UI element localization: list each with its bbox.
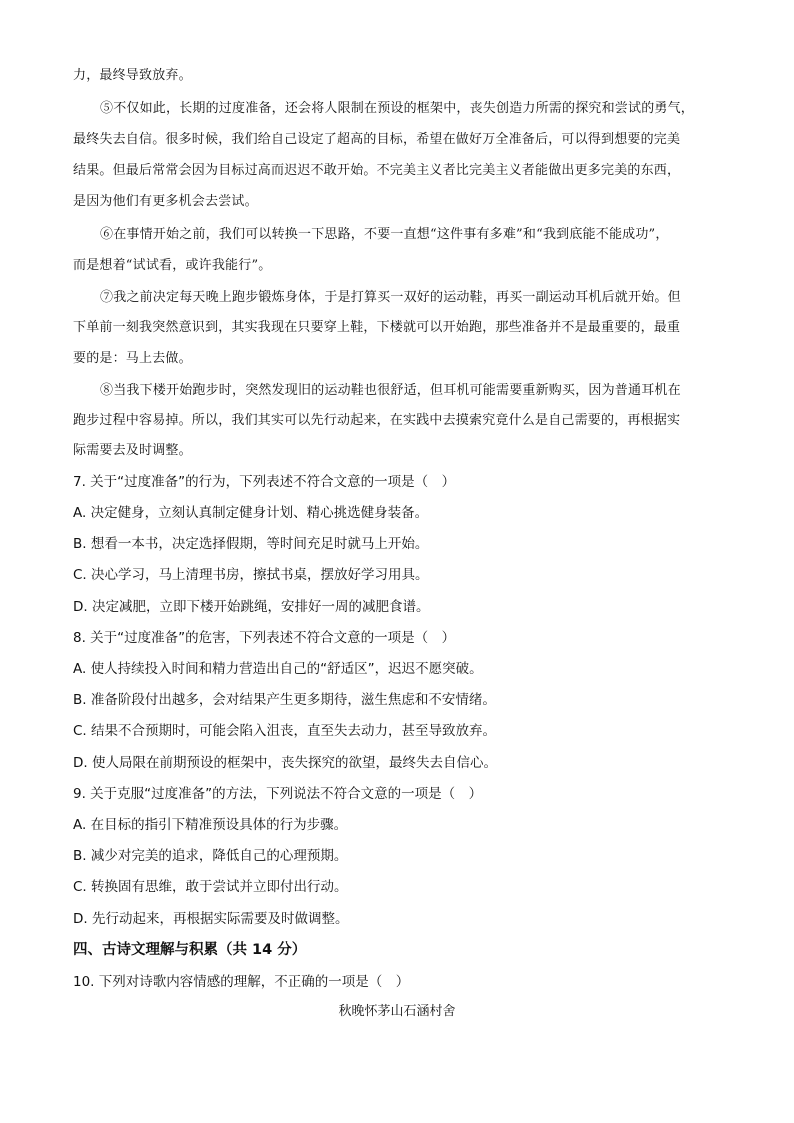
question-8-option-a[interactable]: A. 使人持续投入时间和精力营造出自己的“舒适区”，迟迟不愿突破。 [73,661,483,677]
question-8-option-c[interactable]: C. 结果不合预期时，可能会陷入沮丧，直至失去动力，甚至导致放弃。 [73,723,497,739]
poem-title: 秋晚怀茅山石涵村舍 [338,1004,456,1019]
passage-line-1: 力，最终导致放弃。 [73,68,192,83]
passage-paragraph-6-line-1: ⑥在事情开始之前，我们可以转换一下思路，不要一直想“这件事有多难”和“我到底能不能成功”， [100,227,669,242]
question-9-option-a[interactable]: A. 在目标的指引下精准预设具体的行为步骤。 [73,817,348,833]
question-7-option-b[interactable]: B. 想看一本书，决定选择假期，等时间充足时就马上开始。 [73,536,429,552]
question-8-option-b[interactable]: B. 准备阶段付出越多，会对结果产生更多期待，滋生焦虑和不安情绪。 [73,692,496,708]
question-9-stem: 9. 关于克服“过度准备”的方法，下列说法不符合文意的一项是（ ） [73,786,483,802]
passage-paragraph-8-line-1: ⑧当我下楼开始跑步时，突然发现旧的运动鞋也很舒适，但耳机可能需要重新购买，因为普通耳机在 [100,383,681,398]
question-7-option-a[interactable]: A. 决定健身，立刻认真制定健身计划、精心挑选健身装备。 [73,505,429,521]
question-7-option-d[interactable]: D. 决定减肥，立即下楼开始跳绳，安排好一周的减肥食谱。 [73,599,430,615]
passage-paragraph-7-line-1: ⑦我之前决定每天晚上跑步锻炼身体，于是打算买一双好的运动鞋，再买一副运动耳机后就开始。但 [100,290,681,305]
question-7-option-c[interactable]: C. 决心学习，马上清理书房，擦拭书桌，摆放好学习用具。 [73,567,429,583]
passage-paragraph-7-line-3: 要的是：马上去做。 [73,351,192,366]
passage-paragraph-7-line-2: 下单前一刻我突然意识到，其实我现在只要穿上鞋，下楼就可以开始跑，那些准备并不是最重要的，最重 [73,320,681,335]
passage-paragraph-6-line-2: 而是想着“试试看，或许我能行”。 [73,258,272,273]
question-10-stem: 10. 下列对诗歌内容情感的理解，不正确的一项是（ ） [73,974,410,990]
question-9-option-d[interactable]: D. 先行动起来，再根据实际需要及时做调整。 [73,911,349,927]
section-title: 四、古诗文理解与积累（共 14 分） [73,942,307,958]
question-8-stem: 8. 关于“过度准备”的危害，下列表述不符合文意的一项是（ ） [73,630,456,646]
passage-paragraph-5-line-4: 是因为他们有更多机会去尝试。 [73,194,258,209]
passage-paragraph-8-line-3: 际需要去及时调整。 [73,443,192,458]
question-9-option-c[interactable]: C. 转换固有思维，敢于尝试并立即付出行动。 [73,879,348,895]
question-9-option-b[interactable]: B. 减少对完美的追求，降低自己的心理预期。 [73,848,348,864]
question-7-stem: 7. 关于“过度准备”的行为，下列表述不符合文意的一项是（ ） [73,474,456,490]
passage-paragraph-5-line-2: 最终失去自信。很多时候，我们给自己设定了超高的目标，希望在做好万全准备后，可以得到想要的完美 [73,132,681,147]
passage-paragraph-5-line-3: 结果。但最后常常会因为目标过高而迟迟不敢开始。不完美主义者比完美主义者能做出更多完美的东西， [73,163,681,178]
question-8-option-d[interactable]: D. 使人局限在前期预设的框架中，丧失探究的欲望，最终失去自信心。 [73,755,497,771]
passage-paragraph-8-line-2: 跑步过程中容易掉。所以，我们其实可以先行动起来，在实践中去摸索究竟什么是自己需要的，再根据实 [73,413,681,428]
passage-paragraph-5-line-1: ⑤不仅如此，长期的过度准备，还会将人限制在预设的框架中，丧失创造力所需的探究和尝试的勇气， [100,101,695,116]
